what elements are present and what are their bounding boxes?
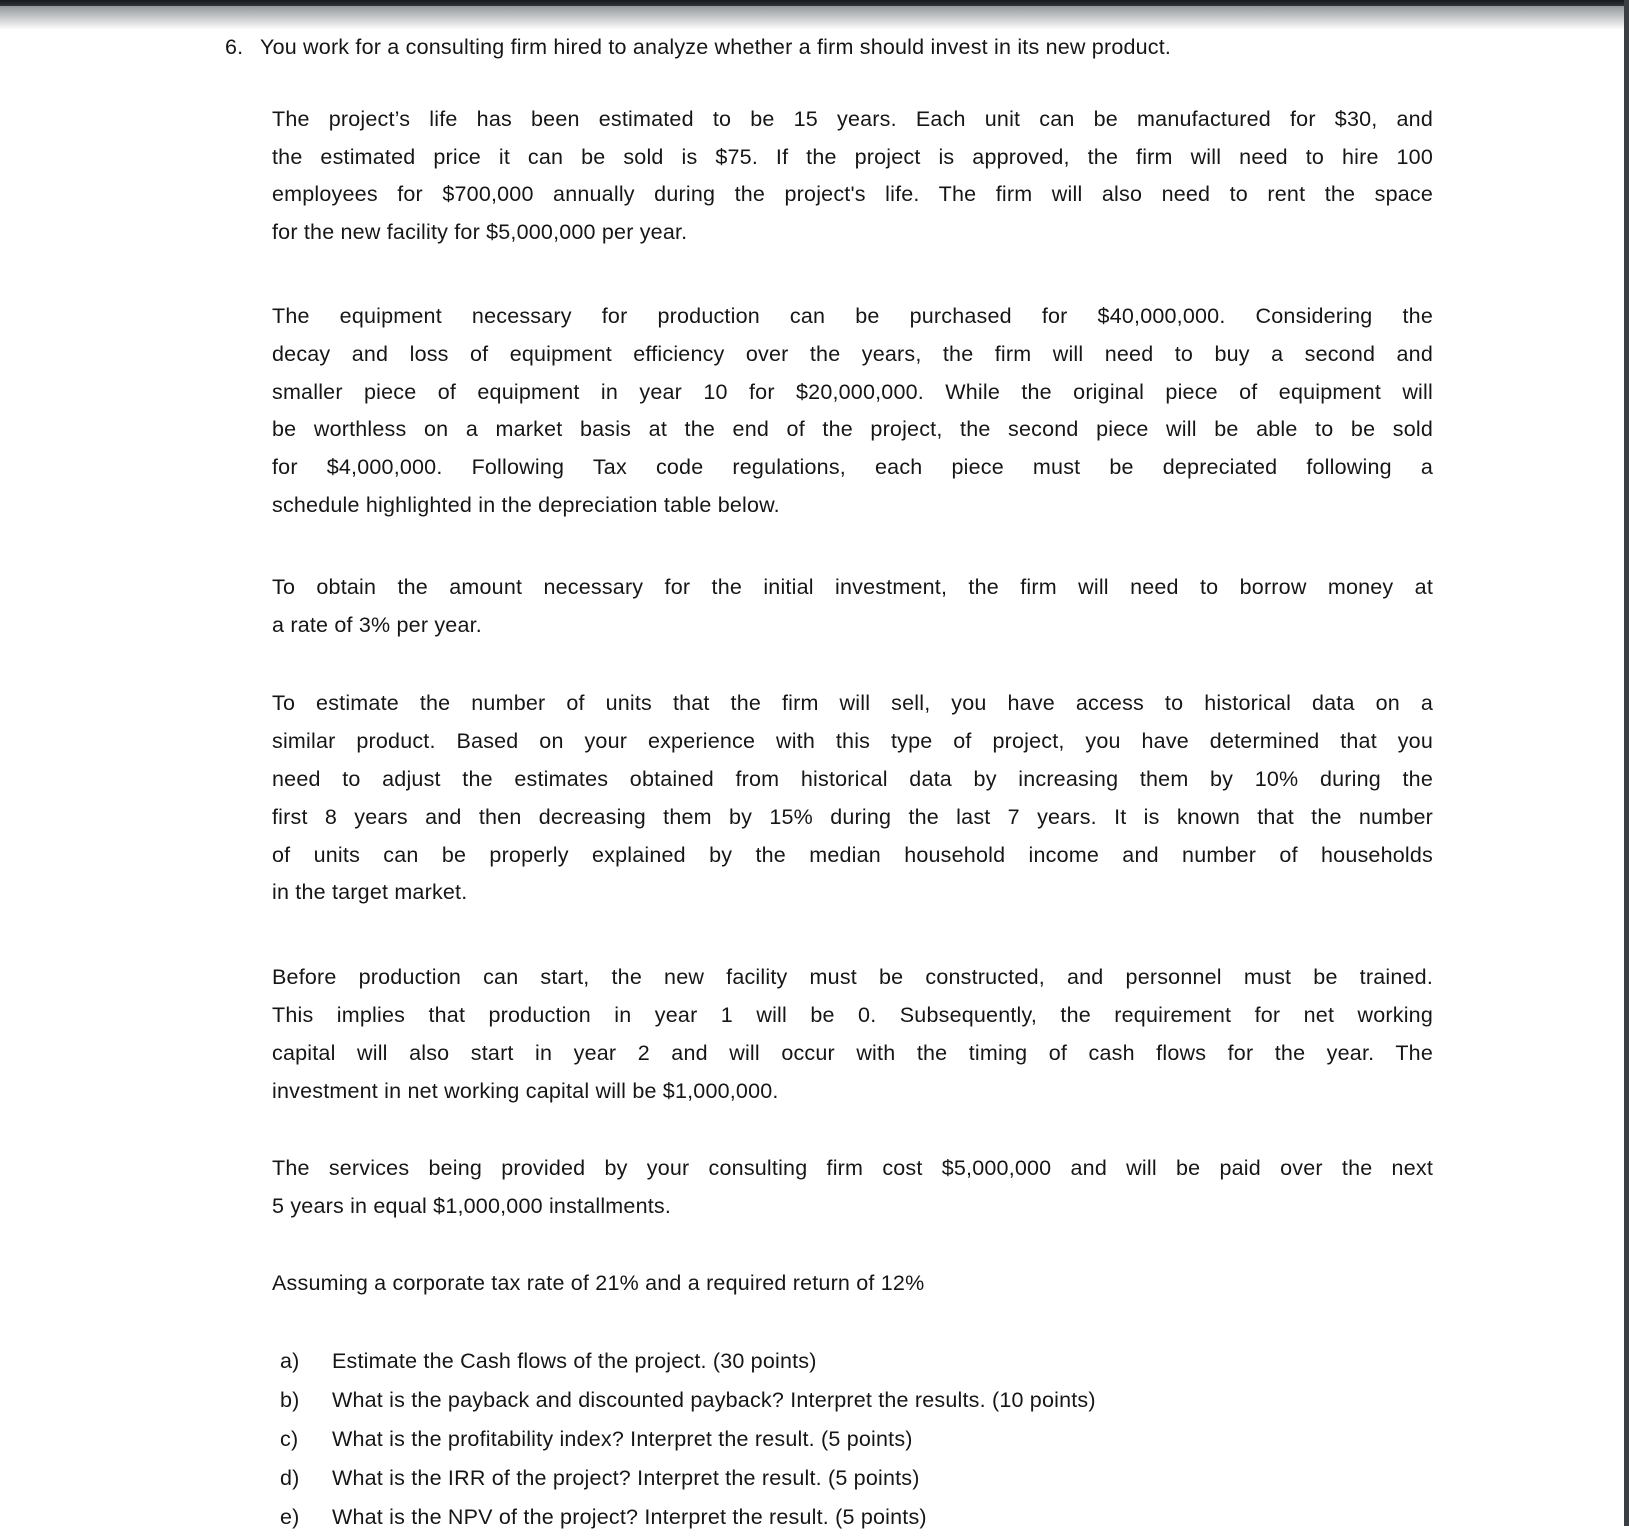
subquestion-marker: c) (280, 1426, 299, 1451)
subquestion-text: What is the NPV of the project? Interpret the result. (5 points) (332, 1504, 927, 1529)
subquestion-text: Estimate the Cash flows of the project. (30 points) (332, 1348, 817, 1373)
subquestion-marker: b) (280, 1387, 300, 1412)
subquestion-list (280, 1342, 1624, 1537)
text-line: The services being provided by your consulting firm cost $5,000,000 and will be paid over the next (272, 1156, 1433, 1181)
text-line: Assuming a corporate tax rate of 21% and a required return of 12% (272, 1270, 925, 1295)
text-line: smaller piece of equipment in year 10 for $20,000,000. While the original piece of equipment will (272, 379, 1433, 404)
subquestion-marker: e) (280, 1504, 300, 1529)
paragraph-unit-estimates (272, 685, 1433, 912)
text-line: for $4,000,000. Following Tax code regulations, each piece must be depreciated following a (272, 455, 1433, 480)
paragraph-borrowing (272, 569, 1433, 645)
text-line: in the target market. (272, 880, 468, 905)
text-line: decay and loss of equipment efficiency over the years, the firm will need to buy a second and (272, 341, 1433, 366)
text-line: investment in net working capital will be $1,000,000. (272, 1078, 779, 1103)
text-line: To obtain the amount necessary for the initial investment, the firm will need to borrow money at (272, 574, 1433, 599)
subquestion-text: What is the profitability index? Interpret the result. (5 points) (332, 1426, 913, 1451)
subquestion-d (280, 1459, 1624, 1498)
text-line: 5 years in equal $1,000,000 installments. (272, 1194, 672, 1219)
text-line: first 8 years and then decreasing them by 15% during the last 7 years. It is known that the number (272, 804, 1433, 829)
subquestion-b (280, 1381, 1624, 1420)
question-number: 6. (225, 35, 244, 59)
subquestion-text: What is the payback and discounted payback? Interpret the results. (10 points) (332, 1387, 1096, 1412)
text-line: the estimated price it can be sold is $75. If the project is approved, the firm will need to hire 100 (272, 144, 1433, 169)
subquestion-text: What is the IRR of the project? Interpret the result. (5 points) (332, 1465, 920, 1490)
page-top-shadow (0, 6, 1629, 30)
text-line: be worthless on a market basis at the end of the project, the second piece will be able to be sold (272, 417, 1433, 442)
viewer-toolbar-edge (0, 0, 1629, 6)
paragraph-assumptions (272, 1265, 1433, 1303)
text-line: This implies that production in year 1 will be 0. Subsequently, the requirement for net working (272, 1002, 1433, 1027)
text-line: The project’s life has been estimated to be 15 years. Each unit can be manufactured for $30, and (272, 106, 1433, 131)
subquestion-e (280, 1498, 1624, 1537)
text-line: The equipment necessary for production can be purchased for $40,000,000. Considering the (272, 303, 1433, 328)
question-heading (225, 29, 1624, 67)
text-line: schedule highlighted in the depreciation table below. (272, 492, 780, 517)
viewer-background-strip (1624, 0, 1629, 1526)
subquestion-c (280, 1420, 1624, 1459)
text-line: similar product. Based on your experience with this type of project, you have determined that you (272, 729, 1433, 754)
text-line: for the new facility for $5,000,000 per year. (272, 220, 688, 245)
text-line: a rate of 3% per year. (272, 612, 482, 637)
text-line: of units can be properly explained by the median household income and number of households (272, 842, 1433, 867)
text-line: Before production can start, the new facility must be constructed, and personnel must be trained. (272, 965, 1433, 990)
text-line: capital will also start in year 2 and will occur with the timing of cash flows for the year. The (272, 1040, 1433, 1065)
question-intro: You work for a consulting firm hired to analyze whether a firm should invest in its new product. (260, 35, 1172, 59)
paragraph-production-start (272, 959, 1433, 1110)
paragraph-project-overview (272, 101, 1433, 252)
subquestion-marker: a) (280, 1348, 300, 1373)
text-line: employees for $700,000 annually during the project's life. The firm will also need to rent the space (272, 182, 1433, 207)
subquestion-marker: d) (280, 1465, 300, 1490)
paragraph-equipment (272, 298, 1433, 525)
text-line: To estimate the number of units that the firm will sell, you have access to historical data on a (272, 691, 1433, 716)
paragraph-consulting-fees (272, 1150, 1433, 1226)
text-line: need to adjust the estimates obtained from historical data by increasing them by 10% during the (272, 766, 1433, 791)
subquestion-a (280, 1342, 1624, 1381)
